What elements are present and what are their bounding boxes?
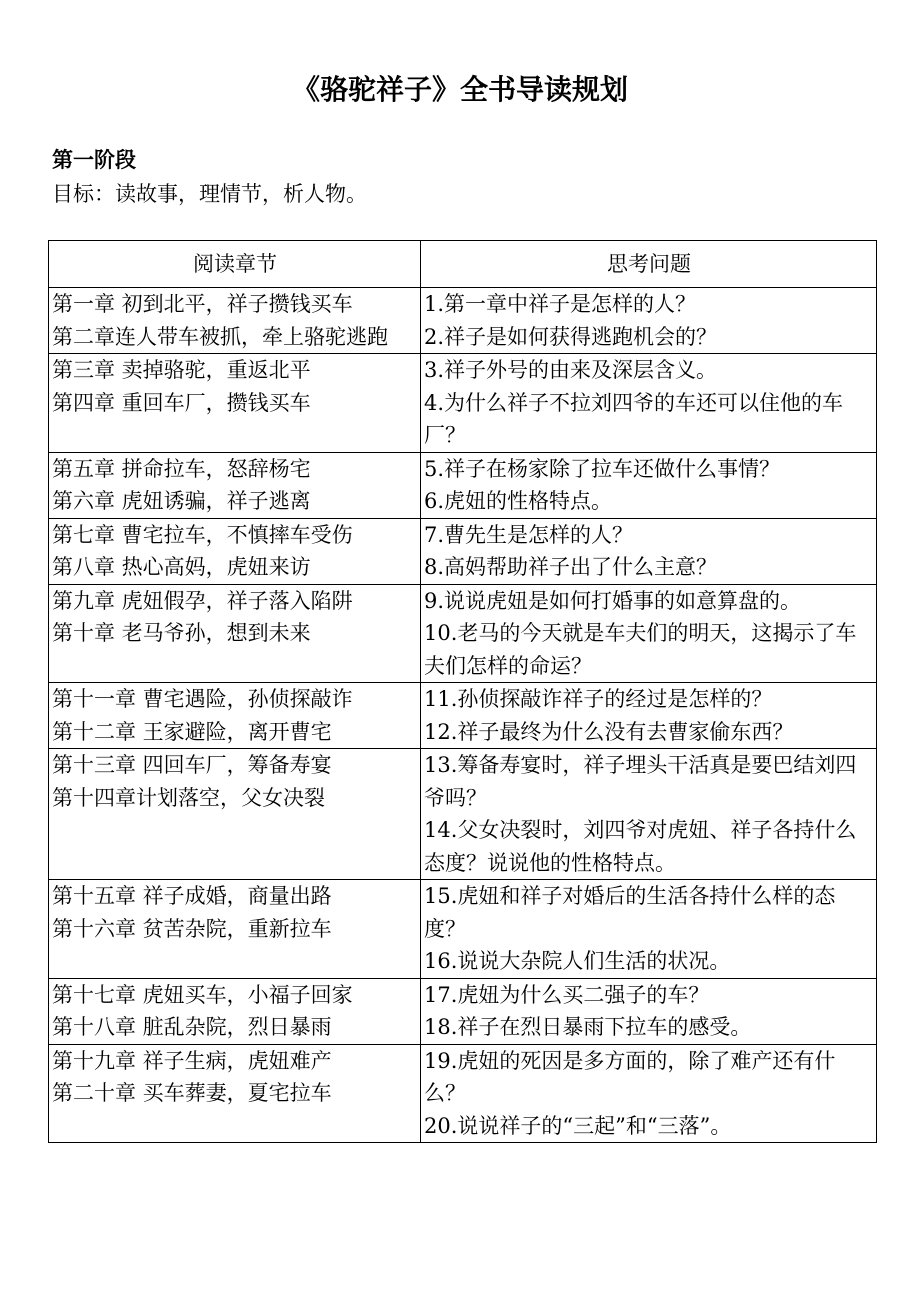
chapters-cell (49, 584, 421, 683)
chapters-cell (49, 1044, 421, 1143)
questions-cell (421, 880, 877, 979)
question-entry: 6.虎妞的性格特点。 (424, 489, 613, 513)
table-row (49, 683, 877, 749)
table-row (49, 288, 877, 354)
reading-plan-table (48, 240, 877, 1143)
table-row (49, 518, 877, 584)
chapter-entry: 第四章 重回车厂，攒钱买车 (52, 390, 311, 415)
questions-cell (421, 683, 877, 749)
chapters-cell (49, 354, 421, 453)
chapter-entry: 第六章 虎妞诱骗，祥子逃离 (52, 489, 311, 513)
table-row (49, 584, 877, 683)
table-row (49, 1044, 877, 1143)
question-entry: 7.曹先生是怎样的人？ (424, 522, 634, 547)
question-entry: 5.祥子在杨家除了拉车还做什么事情？ (424, 456, 781, 481)
chapter-entry: 第七章 曹宅拉车，不慎摔车受伤 (52, 522, 353, 547)
chapter-entry: 第十四章计划落空，父女决裂 (52, 785, 325, 810)
question-entry: 10.老马的今天就是车夫们的明天，这揭示了车夫们怎样的命运？ (424, 621, 857, 678)
chapter-entry: 第十一章 曹宅遇险，孙侦探敲诈 (52, 687, 353, 711)
question-entry: 2.祥子是如何获得逃跑机会的？ (424, 324, 718, 349)
chapter-entry: 第十七章 虎妞买车，小福子回家 (52, 982, 353, 1007)
stage-goal: 目标：读故事，理情节，析人物。 (52, 182, 367, 206)
chapter-entry: 第十六章 贫苦杂院，重新拉车 (52, 916, 332, 941)
chapters-cell (49, 452, 421, 518)
question-entry: 19.虎妞的死因是多方面的，除了难产还有什么？ (424, 1048, 836, 1105)
table-row (49, 978, 877, 1044)
chapter-entry: 第十章 老马爷孙，想到未来 (52, 621, 311, 645)
stage-heading: 第一阶段 (52, 148, 136, 172)
chapters-cell (49, 683, 421, 749)
chapter-entry: 第一章 初到北平，祥子攒钱买车 (52, 292, 353, 316)
questions-cell (421, 518, 877, 584)
question-entry: 4.为什么祥子不拉刘四爷的车还可以住他的车厂？ (424, 390, 844, 447)
table-row (49, 880, 877, 979)
questions-cell (421, 452, 877, 518)
page-title: 《骆驼祥子》全书导读规划 (291, 73, 628, 106)
question-entry: 12.祥子最终为什么没有去曹家偷东西？ (424, 719, 794, 744)
table-row (49, 749, 877, 880)
chapter-entry: 第十五章 祥子成婚，商量出路 (52, 884, 332, 908)
chapter-entry: 第十三章 四回车厂，筹备寿宴 (52, 753, 332, 777)
question-entry: 8.高妈帮助祥子出了什么主意？ (424, 555, 718, 579)
question-entry: 3.祥子外号的由来及深层含义。 (424, 358, 718, 382)
question-entry: 14.父女决裂时，刘四爷对虎妞、祥子各持什么态度？说说他的性格特点。 (424, 818, 857, 875)
questions-cell (421, 1044, 877, 1143)
chapter-entry: 第十八章 脏乱杂院，烈日暴雨 (52, 1015, 332, 1039)
chapters-cell (49, 518, 421, 584)
table-body (49, 288, 877, 1143)
question-entry: 16.说说大杂院人们生活的状况。 (424, 949, 731, 973)
table-row (49, 354, 877, 453)
chapter-entry: 第九章 虎妞假孕，祥子落入陷阱 (52, 588, 353, 613)
header-questions: 思考问题 (421, 241, 877, 288)
chapter-entry: 第八章 热心高妈，虎妞来访 (52, 555, 311, 579)
chapter-entry: 第二十章 买车葬妻，夏宅拉车 (52, 1081, 332, 1105)
questions-cell (421, 584, 877, 683)
questions-cell (421, 354, 877, 453)
chapters-cell (49, 288, 421, 354)
question-entry: 11.孙侦探敲诈祥子的经过是怎样的？ (424, 687, 773, 711)
questions-cell (421, 749, 877, 880)
question-entry: 17.虎妞为什么买二强子的车？ (424, 982, 710, 1007)
chapters-cell (49, 880, 421, 979)
question-entry: 13.筹备寿宴时，祥子埋头干活真是要巴结刘四爷吗？ (424, 753, 857, 810)
questions-cell (421, 978, 877, 1044)
chapters-cell (49, 749, 421, 880)
questions-cell (421, 288, 877, 354)
chapter-entry: 第十二章 王家避险，离开曹宅 (52, 719, 332, 744)
table-row (49, 452, 877, 518)
chapter-entry: 第三章 卖掉骆驼，重返北平 (52, 358, 311, 382)
question-entry: 20.说说祥子的“三起”和“三落”。 (424, 1113, 732, 1138)
question-entry: 15.虎妞和祥子对婚后的生活各持什么样的态度？ (424, 884, 836, 941)
question-entry: 18.祥子在烈日暴雨下拉车的感受。 (424, 1015, 752, 1039)
chapters-cell (49, 978, 421, 1044)
question-entry: 1.第一章中祥子是怎样的人？ (424, 292, 697, 316)
chapter-entry: 第十九章 祥子生病，虎妞难产 (52, 1048, 332, 1073)
chapter-entry: 第二章连人带车被抓，牵上骆驼逃跑 (52, 324, 388, 349)
header-chapters: 阅读章节 (49, 241, 421, 288)
chapter-entry: 第五章 拼命拉车，怒辞杨宅 (52, 456, 311, 481)
question-entry: 9.说说虎妞是如何打婚事的如意算盘的。 (424, 588, 802, 613)
table-header-row (49, 241, 877, 288)
